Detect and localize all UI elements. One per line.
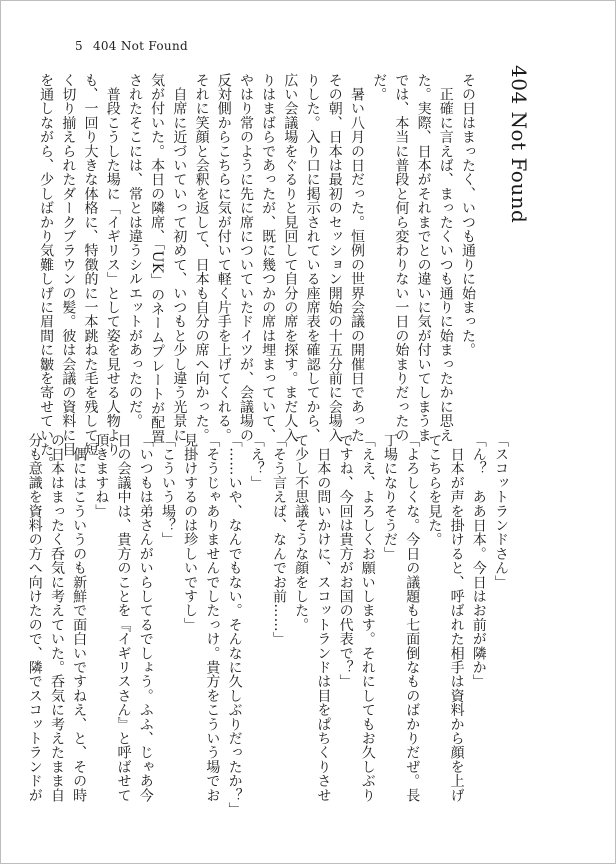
text-line: 見掛けするのは珍しいですし」 <box>182 433 199 632</box>
text-line: それに笑顔と会釈を返して、日本も自分の席へ向かった。 <box>193 73 210 443</box>
text-line: 広い会議場をぐるりと見回して自分の席を探す。まだ人入 <box>282 73 299 443</box>
text-line: 「スコットランドさん」 <box>493 433 509 590</box>
text-line: 暑い八月の日だった。恒例の世界会議の開催日であった <box>348 73 365 443</box>
text-line: の日本はまったく呑気に考えていた。呑気に考えたまま自 <box>48 433 65 803</box>
lower-text-block <box>26 433 512 817</box>
text-line: 「ええ、よろしくお願いします。それにしてもお久しぶり <box>359 433 376 803</box>
text-line: て少し不思議そうな顔をした。 <box>293 433 310 632</box>
text-line: では、本当に普段と何ら変わりない一日の始まりだったの <box>393 73 410 443</box>
text-line: 「……いや、なんでもない。そんなに久しぶりだったか？」 <box>226 433 243 817</box>
text-line: 日本が声を掛けると、呼ばれた相手は資料から顔を上げ <box>448 433 465 803</box>
text-line: ですね、今回は貴方がお国の代表で？」 <box>337 433 354 689</box>
text-line: 日本の問いかけに、スコットランドは目をぱちくりさせ <box>315 433 332 803</box>
text-line: 「ん？ ああ日本。今日はお前が隣か」 <box>470 433 487 689</box>
text-line: その日はまったく、いつも通りに始まった。 <box>460 73 476 357</box>
text-line: されたそこには、常とは違うシルエットがあったのだ。 <box>126 73 143 428</box>
text-line: 「よろしくな。今日の議題も七面倒なものばかりだぜ。長 <box>404 433 421 803</box>
text-line: りはまばらであったが、既に幾つかの席は埋まっていて、 <box>260 73 277 443</box>
text-line: 普段こうした場に「イギリス」として姿を見せる人物より <box>104 73 121 457</box>
text-line: 「こういう場？」 <box>159 433 176 547</box>
text-line: やはり常のように先に席についていたドイツが、会議場の <box>237 73 254 443</box>
text-line: 分も意識を資料の方へ向けたので、隣でスコットランドが <box>26 433 43 803</box>
running-head <box>75 39 188 53</box>
text-line: 丁場になりそうだ」 <box>381 433 398 561</box>
text-line: 「そう言えば、なんでお前……」 <box>270 433 287 646</box>
page-number: 5 <box>75 39 83 53</box>
text-line: 反対側からこちらに気が付いて軽く片手を上げてくれる。 <box>215 73 232 443</box>
text-line: だ。 <box>371 73 388 102</box>
upper-text-block <box>38 73 479 471</box>
text-line: 「いつもは弟さんがいらしてるでしょう。ふふ、じゃあ今 <box>137 433 154 803</box>
text-line: 自席に近づいていって初めて、いつもと少し違う光景に <box>171 73 188 443</box>
text-line: く切り揃えられたダークブラウンの髪。彼は会議の資料に目 <box>60 73 77 457</box>
running-head-title: 404 Not Found <box>92 39 188 53</box>
text-line: りした。入り口に掲示されている座席表を確認してから、 <box>304 73 321 443</box>
text-line: 気が付いた。本日の隣席、「UK」のネームプレートが配置 <box>149 73 166 444</box>
chapter-title: 404 Not Found <box>507 65 531 224</box>
text-line: 「え？」 <box>248 433 265 490</box>
text-line: その朝、日本は最初のセッション開始の十五分前に会場入 <box>326 73 343 443</box>
text-line: も、一回り大きな体格に、特徴的に一本跳ねた毛を残して短 <box>82 73 99 457</box>
text-line: 頂きますね」 <box>93 433 110 519</box>
text-line: 正確に言えば、まったくいつも通りに始まったかに思え <box>437 73 454 443</box>
text-line: を通しながら、少しばかり気難しげに眉間に皺を寄せていた。 <box>38 73 55 471</box>
text-line: 日の会議中は、貴方のことを『イギリスさん』と呼ばせて <box>115 433 132 803</box>
text-line: てこちらを見た。 <box>426 433 443 547</box>
text-line: 「そうじゃありませんでしたっけ。貴方をこういう場でお <box>204 433 221 803</box>
text-line: 偶にはこういうのも新鮮で面白いですねえ、と、その時 <box>71 433 88 803</box>
text-line: た。実際、日本がそれまでとの違いに気が付いてしまうま <box>415 73 432 443</box>
